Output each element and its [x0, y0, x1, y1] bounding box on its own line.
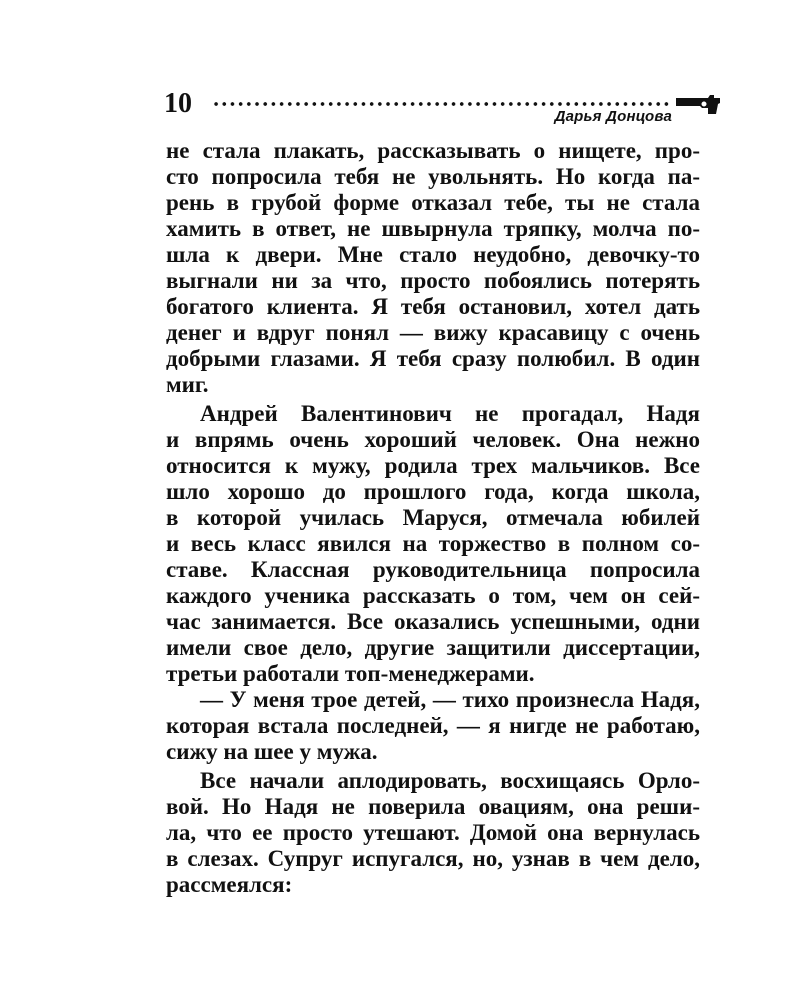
text-line: не стала плакать, рассказывать о нищете, про-: [166, 138, 700, 163]
text-line: каждого ученика рассказать о том, чем он сей-: [166, 583, 700, 608]
dialogue-first-line: — У меня трое детей, — тихо произнесла Надя,: [200, 687, 700, 712]
text-line: хамить в ответ, не швырнула тряпку, молча по-: [166, 216, 700, 241]
text-line: шла к двери. Мне стало неудобно, девочку-то: [166, 242, 700, 267]
text-line: ла, что ее просто утешают. Домой она вернулась: [166, 820, 700, 845]
text-line: сто попросила тебя не увольнять. Но когда па-: [166, 164, 700, 189]
text-line: шло хорошо до прошлого года, когда школа,: [166, 479, 700, 504]
text-line: относится к мужу, родила трех мальчиков. Все: [166, 453, 700, 478]
text-line: добрыми глазами. Я тебя сразу полюбил. В один: [166, 346, 700, 371]
running-header: [160, 88, 728, 128]
text-line: и весь класс явился на торжество в полном со-: [166, 531, 700, 556]
paragraph-first-line: Все начали аплодировать, восхищаясь Орло-: [200, 768, 700, 793]
text-line: богатого клиента. Я тебя остановил, хотел дать: [166, 294, 700, 319]
pistol-icon: [674, 90, 724, 116]
paragraph-first-line: Андрей Валентинович не прогадал, Надя: [200, 401, 700, 426]
text-line: рассмеялся:: [166, 872, 293, 897]
text-line: в которой училась Маруся, отмечала юбилей: [166, 505, 700, 530]
text-line: в слезах. Супруг испугался, но, узнав в чем дело,: [166, 846, 700, 871]
page-body: [166, 138, 700, 898]
text-line: которая встала последней, — я нигде не работаю,: [166, 713, 700, 738]
text-line: и впрямь очень хороший человек. Она нежно: [166, 427, 700, 452]
text-line: выгнали ни за что, просто побоялись потерять: [166, 268, 700, 293]
author-name: Дарья Донцова: [554, 108, 672, 125]
text-line: имели свое дело, другие защитили диссертации,: [166, 635, 700, 660]
text-line: час занимается. Все оказались успешными, одни: [166, 609, 700, 634]
dotted-rule: [212, 102, 672, 106]
text-line: третьи работали топ-менеджерами.: [166, 661, 535, 686]
text-line: рень в грубой форме отказал тебе, ты не стала: [166, 190, 700, 215]
text-line: денег и вдруг понял — вижу красавицу с очень: [166, 320, 700, 345]
page-number: 10: [164, 88, 192, 119]
text-line: сижу на шее у мужа.: [166, 739, 378, 764]
text-line: ставе. Классная руководительница попросила: [166, 557, 700, 582]
text-line: миг.: [166, 372, 209, 397]
text-line: вой. Но Надя не поверила овациям, она реши-: [166, 794, 700, 819]
